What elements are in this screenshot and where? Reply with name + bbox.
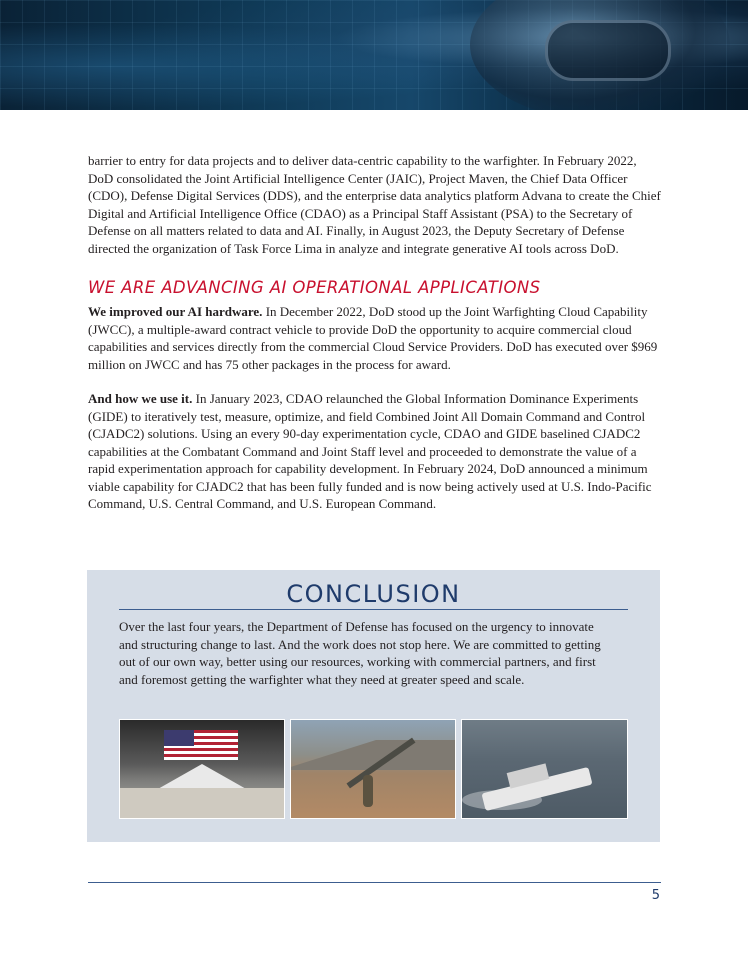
intro-paragraph: barrier to entry for data projects and to deliver data-centric capability to the warfighter. In February 2022, DoD consolidated the Joint Artificial Intelligence Center (JAIC), Project Maven, the Chief Data Officer (CDO), Defense Digital Services (DDS), and the enterprise data analytics platform Advana to create the Chief Digital and Artificial Intelligence Office (CDAO) as a Principal Staff Assistant (PSA) to the Secretary of Defense on all matters related to data and AI. Finally, in August 2023, the Deputy Secretary of Defense directed the organization of Task Force Lima in analyze and integrate generative AI tools across DoD. [88, 153, 661, 256]
header-banner-image [0, 0, 748, 110]
main-content [88, 152, 662, 513]
usage-paragraph [88, 390, 662, 513]
conclusion-title: CONCLUSION [286, 580, 461, 608]
conclusion-divider [119, 609, 628, 610]
hardware-lead: We improved our AI hardware. [88, 304, 263, 319]
hardware-paragraph [88, 303, 662, 373]
photo-soldier-drone-desert [290, 719, 456, 819]
banner-visor [545, 20, 671, 81]
page-number: 5 [651, 888, 660, 903]
soldier-shape [363, 775, 373, 807]
usage-text: In January 2023, CDAO relaunched the Global Information Dominance Experiments (GIDE) to iteratively test, measure, optimize, and field Combined Joint All Domain Command and Control (CJADC2) solutions. Using an every 90-day experimentation cycle, CDAO and GIDE baselined CJADC2 capabilities at the Combatant Command and Joint Staff level and proceeded to demonstrate the value of a rapid experimentation approach for capability development. In February 2024, DoD announced a minimum viable capability for CJADC2 that has been fully funded and is now being actively used at U.S. Indo-Pacific Command, U.S. Central Command, and U.S. European Command. [88, 391, 652, 511]
photo-stealth-bomber-hangar [119, 719, 285, 819]
conclusion-text: Over the last four years, the Department of Defense has focused on the urgency to innovate and structuring change to last. And the work does not stop here. We are committed to getting out of our own way, better using our resources, working with commercial partners, and first and foremost getting the warfighter what they need at greater speed and scale. [119, 619, 601, 687]
footer-divider [88, 882, 661, 883]
photo-unmanned-vessel-sea [461, 719, 628, 819]
section-heading: WE ARE ADVANCING AI OPERATIONAL APPLICATIONS [88, 278, 541, 297]
flag-graphic [164, 730, 238, 760]
hardware-text: In December 2022, DoD stood up the Joint Warfighting Cloud Capability (JWCC), a multiple-award contract vehicle to provide DoD the opportunity to acquire commercial cloud capabilities and services directly from the commercial Cloud Service Providers. DoD has executed over $969 million on JWCC and has 75 other packages in the process for award. [88, 304, 658, 372]
conclusion-box [87, 570, 660, 842]
usage-lead: And how we use it. [88, 391, 193, 406]
conclusion-photo-strip [119, 719, 628, 819]
